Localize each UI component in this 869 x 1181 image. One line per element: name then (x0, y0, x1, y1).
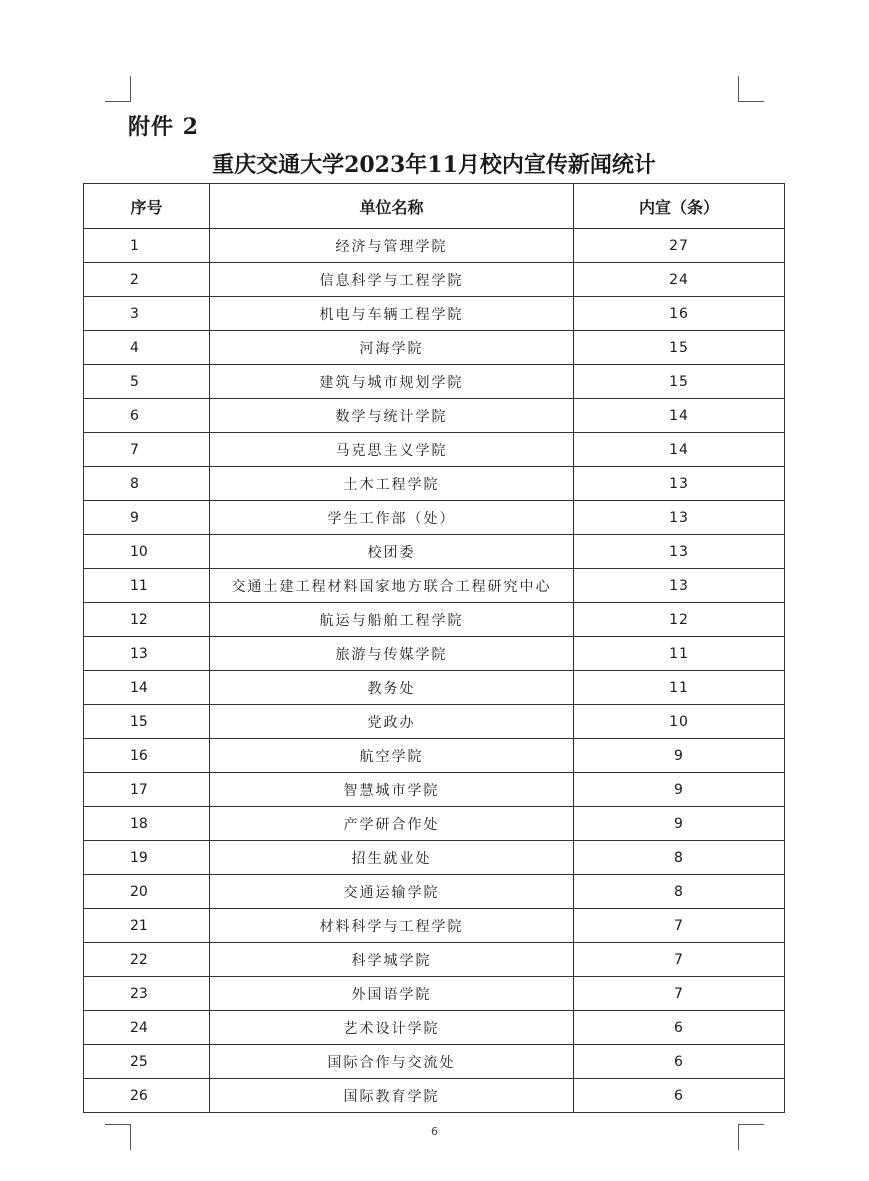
header-index: 序号 (84, 184, 210, 229)
table-row (84, 637, 785, 671)
table-row (84, 365, 785, 399)
row-unit-name: 河海学院 (210, 331, 574, 365)
row-unit-name: 智慧城市学院 (210, 773, 574, 807)
table-row (84, 773, 785, 807)
row-count: 15 (574, 331, 785, 365)
table-row (84, 297, 785, 331)
row-index: 12 (84, 603, 210, 637)
row-count: 11 (574, 671, 785, 705)
row-unit-name: 马克思主义学院 (210, 433, 574, 467)
row-count: 15 (574, 365, 785, 399)
row-unit-name: 建筑与城市规划学院 (210, 365, 574, 399)
row-count: 6 (574, 1011, 785, 1045)
row-unit-name: 学生工作部（处） (210, 501, 574, 535)
row-index: 8 (84, 467, 210, 501)
row-index: 6 (84, 399, 210, 433)
row-unit-name: 外国语学院 (210, 977, 574, 1011)
table-row (84, 943, 785, 977)
row-index: 5 (84, 365, 210, 399)
row-unit-name: 招生就业处 (210, 841, 574, 875)
row-index: 26 (84, 1079, 210, 1113)
row-count: 9 (574, 773, 785, 807)
table-row (84, 229, 785, 263)
row-index: 9 (84, 501, 210, 535)
row-index: 25 (84, 1045, 210, 1079)
page-title: 重庆交通大学2023年11月校内宣传新闻统计 (212, 152, 656, 178)
row-index: 19 (84, 841, 210, 875)
table-row (84, 263, 785, 297)
row-index: 2 (84, 263, 210, 297)
table-row (84, 501, 785, 535)
row-index: 18 (84, 807, 210, 841)
table-row (84, 433, 785, 467)
row-unit-name: 交通土建工程材料国家地方联合工程研究中心 (210, 569, 574, 603)
row-index: 11 (84, 569, 210, 603)
row-unit-name: 国际教育学院 (210, 1079, 574, 1113)
row-index: 13 (84, 637, 210, 671)
row-count: 14 (574, 433, 785, 467)
row-index: 14 (84, 671, 210, 705)
table-row (84, 875, 785, 909)
row-count: 13 (574, 501, 785, 535)
table-row (84, 671, 785, 705)
row-unit-name: 国际合作与交流处 (210, 1045, 574, 1079)
row-count: 7 (574, 909, 785, 943)
news-statistics-table (83, 183, 785, 1113)
attachment-label: 附件 2 (128, 114, 199, 140)
row-unit-name: 旅游与传媒学院 (210, 637, 574, 671)
table-row (84, 739, 785, 773)
table-row (84, 841, 785, 875)
row-index: 10 (84, 535, 210, 569)
table-row (84, 535, 785, 569)
row-unit-name: 交通运输学院 (210, 875, 574, 909)
row-unit-name: 数学与统计学院 (210, 399, 574, 433)
table-row (84, 1045, 785, 1079)
row-index: 7 (84, 433, 210, 467)
row-index: 17 (84, 773, 210, 807)
row-index: 1 (84, 229, 210, 263)
table-row (84, 977, 785, 1011)
row-index: 3 (84, 297, 210, 331)
row-count: 16 (574, 297, 785, 331)
row-unit-name: 科学城学院 (210, 943, 574, 977)
row-count: 14 (574, 399, 785, 433)
table-row (84, 399, 785, 433)
row-count: 10 (574, 705, 785, 739)
row-index: 21 (84, 909, 210, 943)
table-header-row (84, 184, 785, 229)
row-unit-name: 材料科学与工程学院 (210, 909, 574, 943)
row-index: 20 (84, 875, 210, 909)
row-index: 4 (84, 331, 210, 365)
row-count: 13 (574, 569, 785, 603)
row-unit-name: 航空学院 (210, 739, 574, 773)
row-unit-name: 土木工程学院 (210, 467, 574, 501)
table-row (84, 909, 785, 943)
header-internal-count: 内宣（条） (574, 184, 785, 229)
row-unit-name: 教务处 (210, 671, 574, 705)
row-unit-name: 校团委 (210, 535, 574, 569)
row-unit-name: 信息科学与工程学院 (210, 263, 574, 297)
row-count: 12 (574, 603, 785, 637)
crop-mark-top-right (738, 76, 764, 102)
row-count: 7 (574, 977, 785, 1011)
row-count: 13 (574, 467, 785, 501)
row-unit-name: 机电与车辆工程学院 (210, 297, 574, 331)
table-row (84, 569, 785, 603)
row-count: 6 (574, 1079, 785, 1113)
table-row (84, 331, 785, 365)
crop-mark-top-left (105, 76, 131, 102)
page-number: 6 (431, 1125, 438, 1138)
header-unit-name: 单位名称 (210, 184, 574, 229)
row-index: 16 (84, 739, 210, 773)
table-row (84, 467, 785, 501)
table-row (84, 705, 785, 739)
table-row (84, 807, 785, 841)
row-unit-name: 党政办 (210, 705, 574, 739)
table-row (84, 603, 785, 637)
row-count: 6 (574, 1045, 785, 1079)
row-count: 9 (574, 807, 785, 841)
row-count: 9 (574, 739, 785, 773)
row-count: 13 (574, 535, 785, 569)
table-row (84, 1011, 785, 1045)
row-count: 11 (574, 637, 785, 671)
row-unit-name: 经济与管理学院 (210, 229, 574, 263)
row-count: 27 (574, 229, 785, 263)
row-index: 15 (84, 705, 210, 739)
row-count: 8 (574, 841, 785, 875)
row-count: 7 (574, 943, 785, 977)
row-unit-name: 航运与船舶工程学院 (210, 603, 574, 637)
row-index: 22 (84, 943, 210, 977)
row-unit-name: 产学研合作处 (210, 807, 574, 841)
row-unit-name: 艺术设计学院 (210, 1011, 574, 1045)
table-row (84, 1079, 785, 1113)
row-count: 24 (574, 263, 785, 297)
row-index: 23 (84, 977, 210, 1011)
row-index: 24 (84, 1011, 210, 1045)
row-count: 8 (574, 875, 785, 909)
